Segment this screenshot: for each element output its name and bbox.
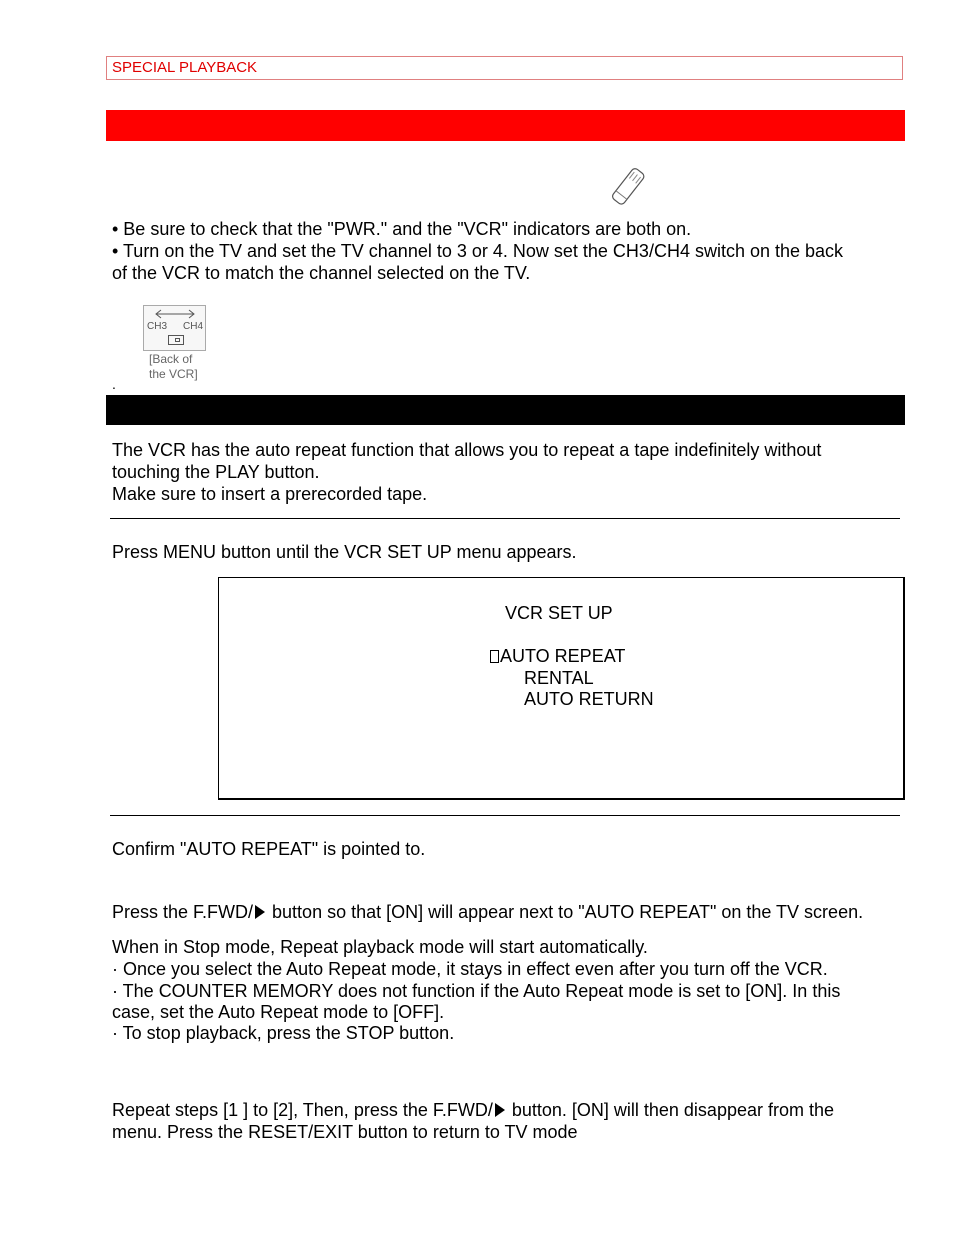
section-header bbox=[106, 56, 903, 80]
vcr-setup-menu bbox=[218, 577, 905, 800]
note-line-1: When in Stop mode, Repeat playback mode will start automatically. bbox=[112, 937, 648, 957]
intro-line-2: touching the PLAY button. bbox=[112, 462, 320, 482]
cancel-line-2: menu. Press the RESET/EXIT button to return to TV mode bbox=[112, 1122, 578, 1142]
red-title-bar bbox=[106, 110, 905, 141]
step-3-text: Press the F.FWD/ button so that [ON] will appear next to "AUTO REPEAT" on the TV screen. bbox=[112, 902, 864, 922]
menu-item-auto-return: AUTO RETURN bbox=[524, 689, 654, 709]
step-2-text: Confirm "AUTO REPEAT" is pointed to. bbox=[112, 839, 426, 859]
ch3-label: CH3 bbox=[147, 321, 168, 332]
divider-1 bbox=[110, 518, 900, 519]
note-line-5: · To stop playback, press the STOP button. bbox=[112, 1023, 455, 1043]
note-line-3: · The COUNTER MEMORY does not function if the Auto Repeat mode is set to [ON]. In this bbox=[112, 981, 841, 1001]
divider-2 bbox=[110, 815, 900, 816]
prep-line-1: • Be sure to check that the "PWR." and the "VCR" indicators are both on. bbox=[112, 219, 692, 239]
menu-item-rental: RENTAL bbox=[524, 668, 594, 688]
intro-line-3: Make sure to insert a prerecorded tape. bbox=[112, 484, 428, 504]
menu-pointer-icon bbox=[490, 650, 499, 663]
switch-caption-2: the VCR] bbox=[149, 367, 198, 381]
prep-line-3: of the VCR to match the channel selected on the TV. bbox=[112, 263, 531, 283]
ch4-label: CH4 bbox=[183, 321, 204, 332]
section-title: SPECIAL PLAYBACK bbox=[112, 59, 258, 76]
remote-control-icon bbox=[604, 164, 654, 210]
play-triangle-icon bbox=[255, 905, 265, 919]
switch-slider bbox=[168, 335, 184, 345]
menu-title: VCR SET UP bbox=[505, 603, 613, 623]
step-1-text: Press MENU button until the VCR SET UP menu appears. bbox=[112, 542, 577, 562]
black-title-bar bbox=[106, 395, 905, 425]
play-triangle-icon bbox=[495, 1103, 505, 1117]
menu-item-auto-repeat: AUTO REPEAT bbox=[490, 645, 625, 667]
ch3-ch4-switch-icon bbox=[143, 305, 206, 351]
switch-caption-1: [Back of bbox=[149, 352, 193, 366]
note-line-4: case, set the Auto Repeat mode to [OFF]. bbox=[112, 1002, 445, 1022]
intro-line-1: The VCR has the auto repeat function that allows you to repeat a tape indefinitely without bbox=[112, 440, 822, 460]
cancel-line-1: Repeat steps [1 ] to [2], Then, press the F.FWD/ button. [ON] will then disappear from the bbox=[112, 1100, 835, 1120]
stray-dot: . bbox=[112, 376, 116, 392]
double-arrow-icon bbox=[152, 308, 198, 320]
prep-line-2: • Turn on the TV and set the TV channel to 3 or 4. Now set the CH3/CH4 switch on the back bbox=[112, 241, 844, 261]
note-line-2: · Once you select the Auto Repeat mode, it stays in effect even after you turn off the VCR. bbox=[112, 959, 828, 979]
